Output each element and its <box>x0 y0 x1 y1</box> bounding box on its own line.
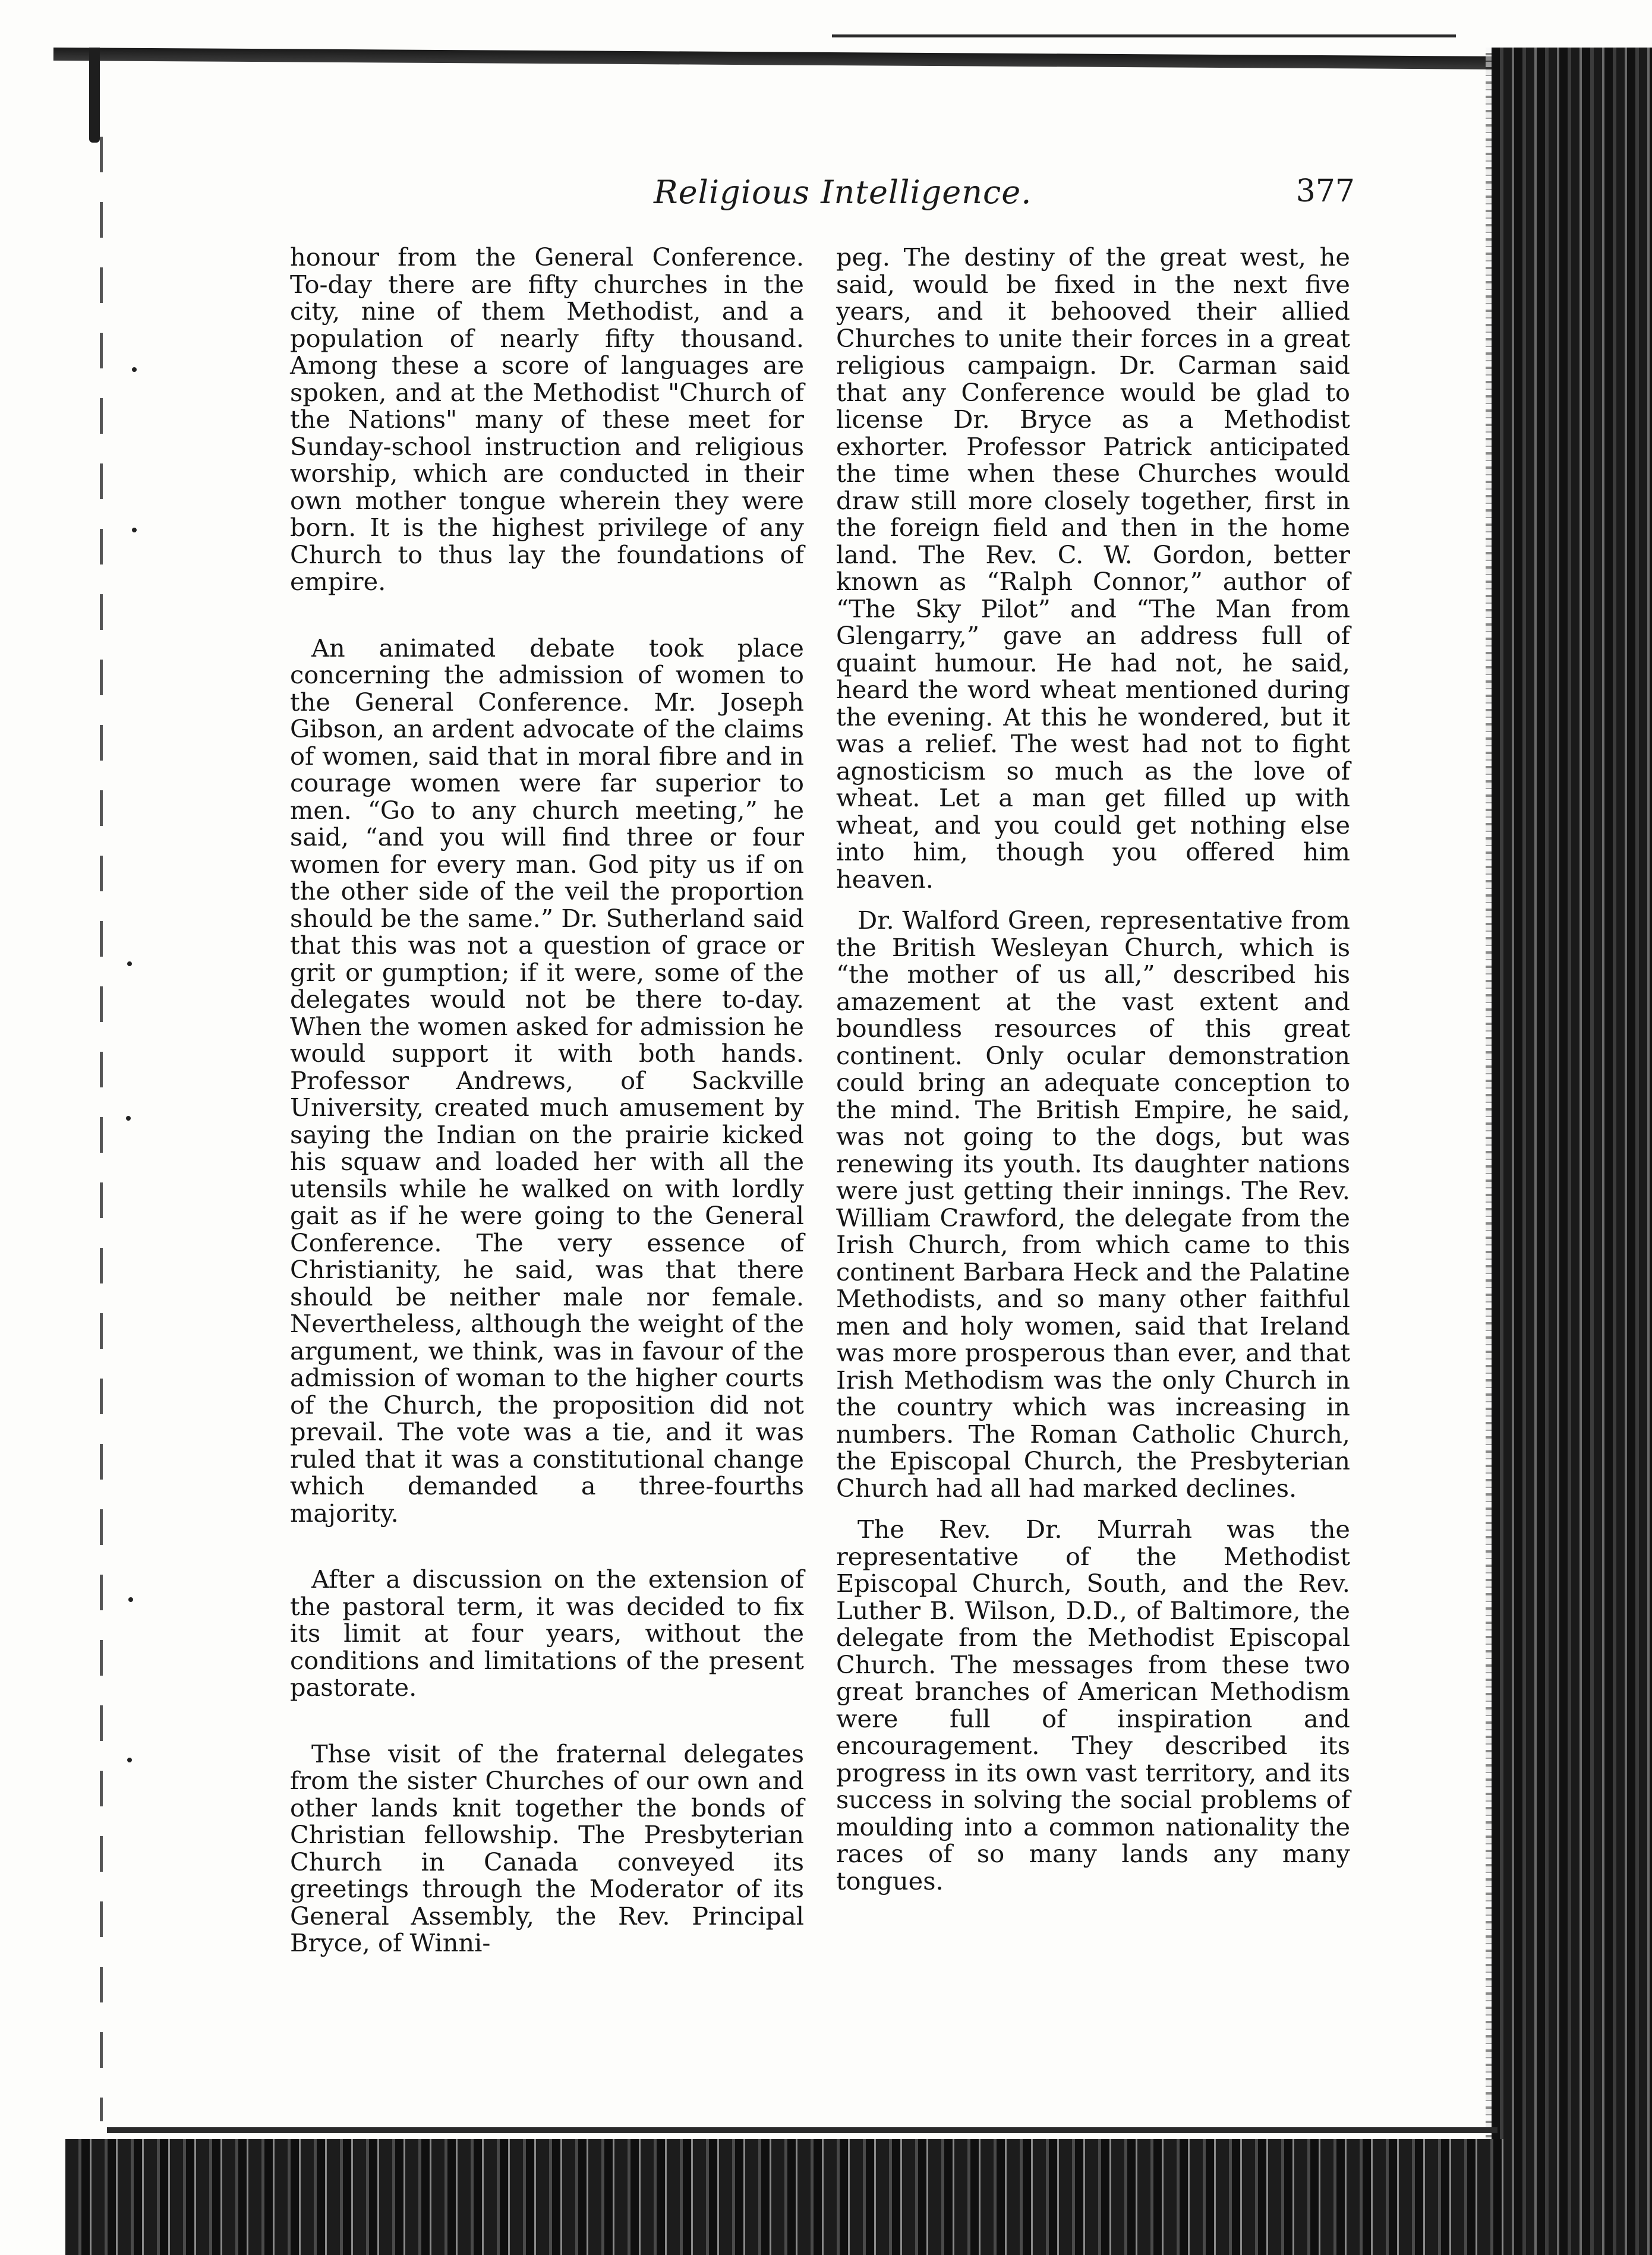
paragraph: After a discussion on the extension of the pastoral term, it was decided to fix its limit at four years, without the conditions and limitations of the present pastorate. <box>290 1565 804 1702</box>
running-title: Religious Intelligence. <box>654 174 1032 211</box>
right-column <box>836 244 1350 1894</box>
paragraph: An animated debate took place concerning the admission of women to the General Conference. Mr. Joseph Gibson, an ardent advocate of the claims of women, said that in moral fibre and in courage women were far superior to men. “Go to any church meeting,” he said, “and you will find three or four women for every man. God pity us if on the other side of the veil the proportion should be the same.” Dr. Sutherland said that this was not a question of grace or grit or gumption; if it were, some of the delegates would not be there to-day. When the women asked for admission he would support it with both hands. Professor Andrews, of Sackville University, created much amusement by saying the Indian on the prairie kicked his squaw and loaded her with all the utensils while he walked on with lordly gait as if he were going to the General Conference. The very essence of Christianity, he said, was that there should be neither male nor female. Nevertheless, although the weight of the argument, we think, was in favour of the admission of woman to the higher courts of the Church, the proposition did not prevail. The vote was a tie, and it was ruled that it was a constitutional change which demanded a three-fourths majority. <box>290 633 804 1528</box>
margin-mark <box>126 1116 131 1121</box>
scan-right-edge <box>1492 48 1652 2255</box>
margin-mark <box>132 367 137 372</box>
scan-bottom-band <box>65 2139 1503 2255</box>
scan-bottom-rule <box>107 2127 1497 2133</box>
margin-mark <box>132 528 137 532</box>
scan-left-mark <box>89 48 100 143</box>
paragraph: honour from the General Conference. To-day there are fifty churches in the city, nine of them Methodist, and a population of nearly fifty thousand. Among these a score of languages are spoken, and at the Methodist "Church of the Nations" many of these meet for Sunday-school instruction and religious worship, which are conducted in their own mother tongue wherein they were born. It is the highest privilege of any Church to thus lay the foundations of empire. <box>290 242 804 596</box>
page-number: 377 <box>1295 174 1355 209</box>
left-column <box>290 244 804 1957</box>
scan-left-margin-line <box>100 137 103 2121</box>
paragraph: Thse visit of the fraternal delegates from the sister Churches of our own and other lands knit together the bonds of Christian fellowship. The Presbyterian Church in Canada conveyed its greetings through the Moderator of its General Assembly, the Rev. Principal Bryce, of Winni- <box>290 1739 804 1957</box>
margin-mark <box>127 1758 132 1762</box>
paragraph: Dr. Walford Green, representative from the British Wesleyan Church, which is “the mother of us all,” described his amazement at the vast extent and boundless resources of this great continent. Only ocular demonstration could bring an adequate conception to the mind. The British Empire, he said, was not going to the dogs, but was renewing its youth. Its daughter nations were just getting their innings. The Rev. William Crawford, the delegate from the Irish Church, from which came to this continent Barbara Heck and the Palatine Methodists, and so many other faithful men and holy women, said that Ireland was more prosperous than ever, and that Irish Methodism was the only Church in the country which was increasing in numbers. The Roman Catholic Church, the Episcopal Church, the Presbyterian Church had all had marked declines. <box>836 906 1350 1503</box>
scan-top-rule-thin <box>832 34 1456 37</box>
margin-mark <box>127 961 132 966</box>
paragraph: peg. The destiny of the great west, he said, would be fixed in the next five years, and it behooved their allied Churches to unite their forces in a great religious campaign. Dr. Carman said that any Conference would be glad to license Dr. Bryce as a Methodist exhorter. Professor Patrick anticipated the time when these Churches would draw still more closely together, first in the foreign field and then in the home land. The Rev. C. W. Gordon, better known as “Ralph Connor,” author of “The Sky Pilot” and “The Man from Glengarry,” gave an address full of quaint humour. He had not, he said, heard the word wheat mentioned during the evening. At this he wondered, but it was a relief. The west had not to fight agnosticism so much as the love of wheat. Let a man get filled up with wheat, and you could get nothing else into him, though you offered him heaven. <box>836 242 1350 894</box>
paragraph: The Rev. Dr. Murrah was the representative of the Methodist Episcopal Church, South, and the Rev. Luther B. Wilson, D.D., of Baltimore, the delegate from the Methodist Episcopal Church. The messages from these two great branches of American Methodism were full of inspiration and encouragement. They described its progress in its own vast territory, and its success in solving the social problems of moulding into a common nationality the races of so many lands any many tongues. <box>836 1515 1350 1896</box>
running-header <box>285 174 1355 215</box>
margin-mark <box>128 1597 133 1602</box>
